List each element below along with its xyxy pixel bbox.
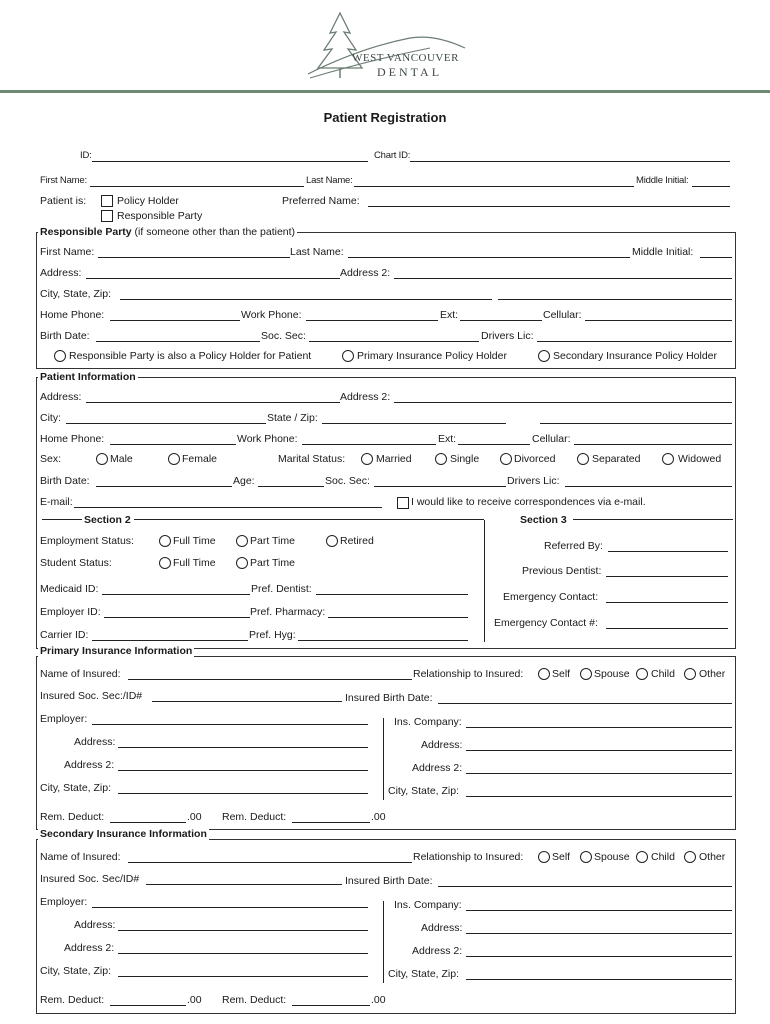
employer-id-field[interactable]: [104, 617, 250, 618]
patient-information-title: Patient Information: [40, 371, 136, 383]
pi-soc-sec-field[interactable]: [374, 486, 506, 487]
sec-soc-sec-field[interactable]: [146, 884, 342, 885]
pri-rem-deduct-label: Rem. Deduct:: [40, 811, 105, 823]
sec-ins-company-label: Ins. Company:: [394, 899, 462, 911]
pri-name-insured-field[interactable]: [128, 679, 412, 680]
female-radio[interactable]: [168, 453, 180, 465]
sec-birth-date-label: Insured Birth Date:: [345, 875, 433, 887]
pri-rem-deduct-field[interactable]: [110, 822, 186, 823]
pi-state-zip-label: State / Zip:: [267, 412, 318, 424]
rp-ext-label: Ext:: [440, 309, 459, 321]
id-field[interactable]: [92, 161, 368, 162]
logo-line2: DENTAL: [377, 65, 443, 79]
sec-city-field[interactable]: [118, 976, 368, 977]
rp-birth-date-field[interactable]: [96, 341, 260, 342]
employment-retired-label: Retired: [340, 535, 374, 547]
pri-co-city-field[interactable]: [466, 796, 732, 797]
pri-self-radio[interactable]: [538, 668, 550, 680]
rp-address-field[interactable]: [86, 278, 340, 279]
employment-full-time-label: Full Time: [173, 535, 216, 547]
sec-rem-deduct2-label: Rem. Deduct:: [222, 994, 287, 1006]
pi-ext-label: Ext:: [438, 433, 457, 445]
employment-full-time-radio[interactable]: [159, 535, 171, 547]
rp-first-name-field[interactable]: [98, 257, 290, 258]
pri-employer-label: Employer:: [40, 713, 88, 725]
carrier-id-field[interactable]: [92, 640, 248, 641]
responsible-party-checkbox[interactable]: [101, 210, 113, 222]
divorced-radio[interactable]: [500, 453, 512, 465]
sec-co-city-label: City, State, Zip:: [388, 968, 459, 980]
logo-line1: WEST VANCOUVER: [352, 52, 459, 64]
rp-city-label: City, State, Zip:: [40, 288, 111, 300]
sec-co-address-label: Address:: [421, 922, 463, 934]
primary-insurance-section: [36, 656, 736, 830]
primary-insurance-title: Primary Insurance Information: [40, 645, 193, 657]
patient-is-label: Patient is:: [40, 195, 87, 207]
rp-middle-initial-field[interactable]: [700, 257, 732, 258]
pri-other-radio[interactable]: [684, 668, 696, 680]
employment-status-label: Employment Status:: [40, 535, 134, 547]
rp-primary-holder-label: Primary Insurance Policy Holder: [357, 350, 507, 362]
section-divider: [484, 520, 485, 642]
married-radio[interactable]: [361, 453, 373, 465]
sec-relationship-label: Relationship to Insured:: [413, 851, 524, 863]
pi-birth-date-field[interactable]: [96, 486, 232, 487]
sec-name-insured-field[interactable]: [128, 862, 412, 863]
sec-employer-field[interactable]: [92, 907, 368, 908]
marital-status-label: Marital Status:: [278, 453, 346, 465]
pi-email-label: E-mail:: [40, 496, 73, 508]
employment-part-time-radio[interactable]: [236, 535, 248, 547]
sec-address-label: Address:: [74, 919, 116, 931]
student-full-time-label: Full Time: [173, 557, 216, 569]
pref-dentist-label: Pref. Dentist:: [251, 583, 312, 595]
middle-initial-field[interactable]: [692, 186, 730, 187]
sec-address2-label: Address 2:: [64, 942, 115, 954]
sec-soc-sec-label: Insured Soc. Sec/ID#: [40, 873, 140, 885]
pi-email-field[interactable]: [74, 507, 382, 508]
referred-by-label: Referred By:: [544, 540, 603, 552]
student-status-label: Student Status:: [40, 557, 112, 569]
rp-address2-field[interactable]: [394, 278, 732, 279]
chart-id-field[interactable]: [410, 161, 730, 162]
rp-secondary-holder-label: Secondary Insurance Policy Holder: [553, 350, 718, 362]
employer-id-label: Employer ID:: [40, 606, 101, 618]
separated-radio[interactable]: [577, 453, 589, 465]
pri-relationship-label: Relationship to Insured:: [413, 668, 524, 680]
pri-ins-company-label: Ins. Company:: [394, 716, 462, 728]
section2-title: Section 2: [84, 514, 131, 526]
pri-city-field[interactable]: [118, 793, 368, 794]
male-label: Male: [110, 453, 133, 465]
widowed-label: Widowed: [678, 453, 722, 465]
pi-soc-sec-label: Soc. Sec:: [325, 475, 370, 487]
emergency-contact-label: Emergency Contact:: [503, 591, 599, 603]
responsible-party-label: Responsible Party: [117, 210, 203, 222]
pri-rem-deduct-cents: .00: [187, 811, 202, 823]
pri-rem-deduct2-cents: .00: [371, 811, 386, 823]
sec-co-address2-field[interactable]: [466, 956, 732, 957]
emergency-contact-num-field[interactable]: [606, 628, 728, 629]
sec-self-label: Self: [552, 851, 571, 863]
rp-secondary-holder-radio[interactable]: [538, 350, 550, 362]
header-divider: [0, 90, 770, 93]
rp-soc-sec-label: Soc. Sec:: [261, 330, 306, 342]
sec-city-label: City, State, Zip:: [40, 965, 111, 977]
section3-title: Section 3: [520, 514, 567, 526]
pri-divider: [383, 718, 384, 800]
pi-city-field[interactable]: [66, 423, 266, 424]
pri-spouse-label: Spouse: [594, 668, 630, 680]
sec-other-label: Other: [699, 851, 726, 863]
responsible-party-section: [36, 232, 736, 369]
pri-birth-date-label: Insured Birth Date:: [345, 692, 433, 704]
email-optin-label: I would like to receive correspondences via e-mail.: [411, 496, 646, 508]
pri-rem-deduct2-field[interactable]: [292, 822, 370, 823]
sec-ins-company-field[interactable]: [466, 910, 732, 911]
rp-policy-holder-label: Responsible Party is also a Policy Holder for Patient: [69, 350, 312, 362]
married-label: Married: [376, 453, 412, 465]
rp-soc-sec-field[interactable]: [309, 341, 479, 342]
pri-city-label: City, State, Zip:: [40, 782, 111, 794]
single-radio[interactable]: [435, 453, 447, 465]
sec-birth-date-field[interactable]: [438, 886, 732, 887]
single-label: Single: [450, 453, 480, 465]
pi-state-zip-field[interactable]: [322, 423, 506, 424]
sec-self-radio[interactable]: [538, 851, 550, 863]
rp-first-name-label: First Name:: [40, 246, 95, 258]
rp-cellular-label: Cellular:: [543, 309, 582, 321]
rp-home-phone-label: Home Phone:: [40, 309, 105, 321]
pri-address2-label: Address 2:: [64, 759, 115, 771]
pri-child-label: Child: [651, 668, 675, 680]
sec-spouse-radio[interactable]: [580, 851, 592, 863]
pri-co-address2-label: Address 2:: [412, 762, 463, 774]
sec-co-address-field[interactable]: [466, 933, 732, 934]
rp-middle-initial-label: Middle Initial:: [632, 246, 694, 258]
male-radio[interactable]: [96, 453, 108, 465]
medicaid-id-field[interactable]: [102, 594, 250, 595]
pi-address-label: Address:: [40, 391, 82, 403]
pri-co-address2-field[interactable]: [466, 773, 732, 774]
sec-address2-field[interactable]: [118, 953, 368, 954]
pri-child-radio[interactable]: [636, 668, 648, 680]
preferred-name-field[interactable]: [368, 206, 730, 207]
pri-rem-deduct2-label: Rem. Deduct:: [222, 811, 287, 823]
sec-other-radio[interactable]: [684, 851, 696, 863]
sec-address-field[interactable]: [118, 930, 368, 931]
rp-primary-holder-radio[interactable]: [342, 350, 354, 362]
separated-label: Separated: [592, 453, 641, 465]
student-full-time-radio[interactable]: [159, 557, 171, 569]
rp-zip-field[interactable]: [498, 299, 732, 300]
pri-ins-company-field[interactable]: [466, 727, 732, 728]
pri-other-label: Other: [699, 668, 726, 680]
pi-home-phone-field[interactable]: [110, 444, 236, 445]
previous-dentist-field[interactable]: [606, 576, 728, 577]
pri-address2-field[interactable]: [118, 770, 368, 771]
sec-rem-deduct2-field[interactable]: [292, 1005, 370, 1006]
rp-cellular-field[interactable]: [585, 320, 732, 321]
pri-birth-date-field[interactable]: [438, 703, 732, 704]
referred-by-field[interactable]: [608, 551, 728, 552]
preferred-name-label: Preferred Name:: [282, 195, 360, 207]
rp-address-label: Address:: [40, 267, 82, 279]
pri-co-address-field[interactable]: [466, 750, 732, 751]
email-optin-checkbox[interactable]: [397, 497, 409, 509]
sec-rem-deduct-label: Rem. Deduct:: [40, 994, 105, 1006]
pref-dentist-field[interactable]: [316, 594, 468, 595]
chart-id-label: Chart ID:: [374, 150, 411, 161]
id-label: ID:: [80, 150, 92, 161]
medicaid-id-label: Medicaid ID:: [40, 583, 99, 595]
sec-rem-deduct2-cents: .00: [371, 994, 386, 1006]
female-label: Female: [182, 453, 218, 465]
first-name-label: First Name:: [40, 175, 87, 186]
pri-co-address-label: Address:: [421, 739, 463, 751]
pri-soc-sec-field[interactable]: [152, 701, 342, 702]
pi-cellular-field[interactable]: [574, 444, 732, 445]
employment-retired-radio[interactable]: [326, 535, 338, 547]
last-name-label: Last Name:: [306, 175, 353, 186]
student-part-time-radio[interactable]: [236, 557, 248, 569]
rp-birth-date-label: Birth Date:: [40, 330, 90, 342]
rp-ext-field[interactable]: [460, 320, 542, 321]
pref-pharmacy-field[interactable]: [328, 617, 468, 618]
pri-soc-sec-label: Insured Soc. Sec:/ID#: [40, 690, 143, 702]
pi-work-phone-field[interactable]: [302, 444, 436, 445]
emergency-contact-field[interactable]: [606, 602, 728, 603]
sec-child-label: Child: [651, 851, 675, 863]
pi-address2-label: Address 2:: [340, 391, 391, 403]
last-name-field[interactable]: [354, 186, 634, 187]
previous-dentist-label: Previous Dentist:: [522, 565, 602, 577]
rp-home-phone-field[interactable]: [110, 320, 240, 321]
pi-city-label: City:: [40, 412, 61, 424]
sec-divider: [383, 901, 384, 983]
pi-work-phone-label: Work Phone:: [237, 433, 298, 445]
pi-age-label: Age:: [233, 475, 255, 487]
rp-drivers-lic-field[interactable]: [537, 341, 732, 342]
page-title: Patient Registration: [323, 110, 447, 125]
sec-spouse-label: Spouse: [594, 851, 630, 863]
pi-age-field[interactable]: [258, 486, 324, 487]
pi-ext-field[interactable]: [458, 444, 530, 445]
emergency-contact-num-label: Emergency Contact #:: [494, 617, 598, 629]
patient-information-section: [36, 377, 736, 649]
pri-co-city-label: City, State, Zip:: [388, 785, 459, 797]
secondary-insurance-section: [36, 839, 736, 1014]
pi-sex-label: Sex:: [40, 453, 62, 465]
employment-part-time-label: Part Time: [250, 535, 295, 547]
rp-work-phone-field[interactable]: [306, 320, 438, 321]
student-part-time-label: Part Time: [250, 557, 295, 569]
rp-policy-holder-radio[interactable]: [54, 350, 66, 362]
sec-rem-deduct-field[interactable]: [110, 1005, 186, 1006]
divorced-label: Divorced: [514, 453, 556, 465]
rp-drivers-lic-label: Drivers Lic:: [481, 330, 534, 342]
pi-birth-date-label: Birth Date:: [40, 475, 90, 487]
policy-holder-checkbox[interactable]: [101, 195, 113, 207]
sec-child-radio[interactable]: [636, 851, 648, 863]
rp-last-name-label: Last Name:: [290, 246, 344, 258]
pref-hyg-field[interactable]: [298, 640, 468, 641]
pi-address-field[interactable]: [86, 402, 340, 403]
pri-self-label: Self: [552, 668, 571, 680]
middle-initial-label: Middle Initial:: [636, 175, 689, 186]
pri-spouse-radio[interactable]: [580, 668, 592, 680]
pi-drivers-lic-field[interactable]: [565, 486, 732, 487]
pref-pharmacy-label: Pref. Pharmacy:: [250, 606, 326, 618]
pref-hyg-label: Pref. Hyg:: [249, 629, 296, 641]
pi-address2-field[interactable]: [394, 402, 732, 403]
rp-work-phone-label: Work Phone:: [241, 309, 302, 321]
pri-address-field[interactable]: [118, 747, 368, 748]
policy-holder-label: Policy Holder: [117, 195, 179, 207]
pri-address-label: Address:: [74, 736, 116, 748]
sec-employer-label: Employer:: [40, 896, 88, 908]
widowed-radio[interactable]: [662, 453, 674, 465]
rp-address2-label: Address 2:: [340, 267, 391, 279]
sec-co-city-field[interactable]: [466, 979, 732, 980]
section2-rule-right: [134, 519, 484, 520]
pri-name-insured-label: Name of Insured:: [40, 668, 121, 680]
carrier-id-label: Carrier ID:: [40, 629, 89, 641]
section3-rule: [573, 519, 733, 520]
rp-last-name-field[interactable]: [348, 257, 630, 258]
rp-city-field[interactable]: [120, 299, 492, 300]
sec-rem-deduct-cents: .00: [187, 994, 202, 1006]
first-name-field[interactable]: [90, 186, 304, 187]
secondary-insurance-title: Secondary Insurance Information: [40, 828, 207, 840]
sec-name-insured-label: Name of Insured:: [40, 851, 121, 863]
pi-zip-extra-field[interactable]: [540, 423, 732, 424]
pi-drivers-lic-label: Drivers Lic:: [507, 475, 560, 487]
pi-home-phone-label: Home Phone:: [40, 433, 105, 445]
pi-cellular-label: Cellular:: [532, 433, 571, 445]
responsible-party-title: Responsible Party (if someone other than the patient): [40, 226, 296, 238]
section2-rule: [42, 519, 82, 520]
pri-employer-field[interactable]: [92, 724, 368, 725]
sec-co-address2-label: Address 2:: [412, 945, 463, 957]
